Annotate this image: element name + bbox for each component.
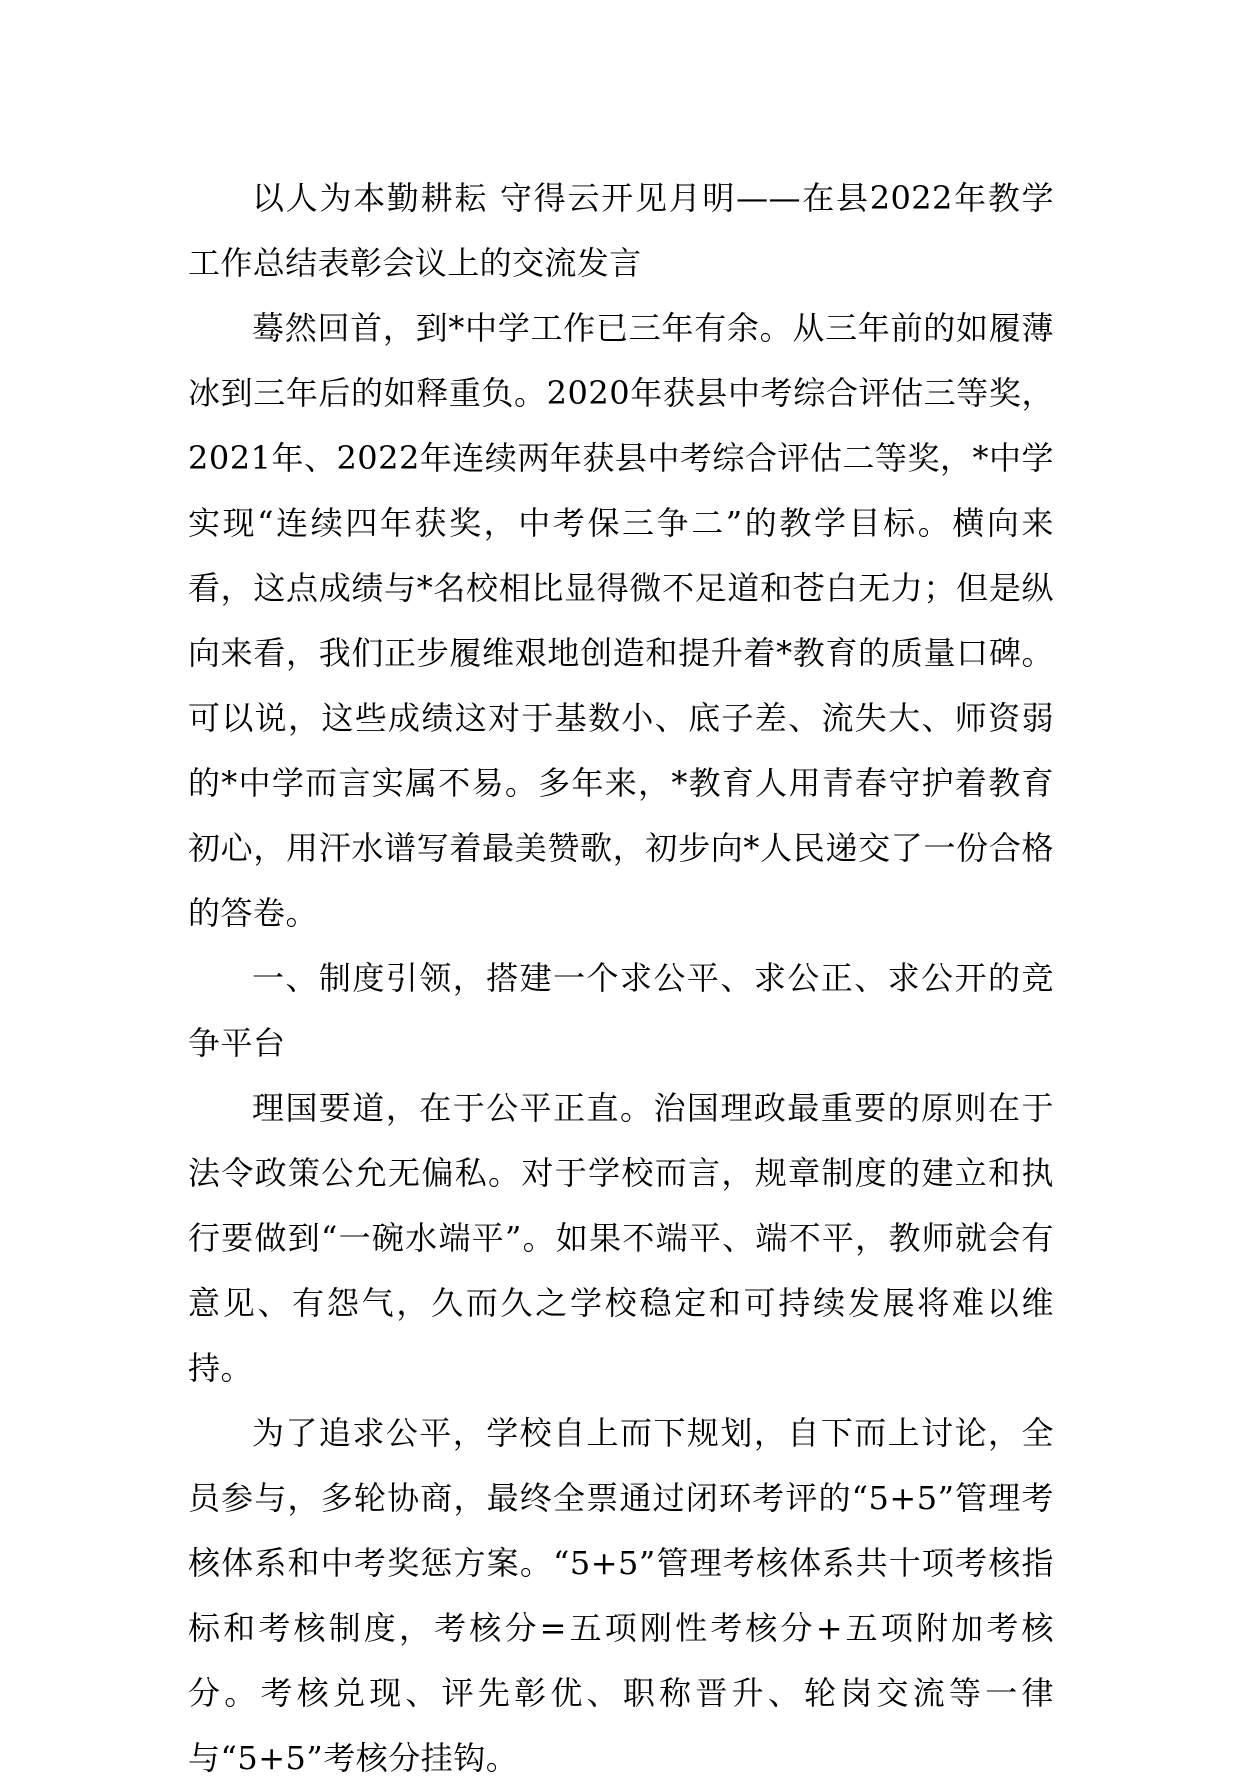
paragraph-assessment-system: 为了追求公平，学校自上而下规划，自下而上讨论，全员参与，多轮协商，最终全票通过闭环考评的“5+5”管理考核体系和中考奖惩方案。“5+5”管理考核体系共十项考核指标和考核制度，考核分=五项刚性考核分+五项附加考核分。考核兑现、评先彰优、职称晋升、轮岗交流等一律与“5+5”考核分挂钩。: [188, 1414, 1054, 1777]
section-heading-1: 一、制度引领，搭建一个求公平、求公正、求公开的竞争平台: [188, 959, 1054, 1062]
paragraph-fairness: 理国要道，在于公平正直。治国理政最重要的原则在于法令政策公允无偏私。对于学校而言，规章制度的建立和执行要做到“一碗水端平”。如果不端平、端不平，教师就会有意见、有怨气，久而久之学校稳定和可持续发展将难以维持。: [188, 1089, 1054, 1387]
document-body: [188, 166, 1054, 1791]
paragraph-intro: 蓦然回首，到*中学工作已三年有余。从三年前的如履薄冰到三年后的如释重负。2020年获县中考综合评估三等奖，2021年、2022年连续两年获县中考综合评估二等奖，*中学实现“连续四年获奖，中考保三争二”的教学目标。横向来看，这点成绩与*名校相比显得微不足道和苍白无力；但是纵向来看，我们正步履维艰地创造和提升着*教育的质量口碑。可以说，这些成绩这对于基数小、底子差、流失大、师资弱的*中学而言实属不易。多年来，*教育人用青春守护着教育初心，用汗水谱写着最美赞歌，初步向*人民递交了一份合格的答卷。: [188, 309, 1054, 932]
document-title: 以人为本勤耕耘 守得云开见月明——在县2022年教学工作总结表彰会议上的交流发言: [188, 179, 1054, 282]
